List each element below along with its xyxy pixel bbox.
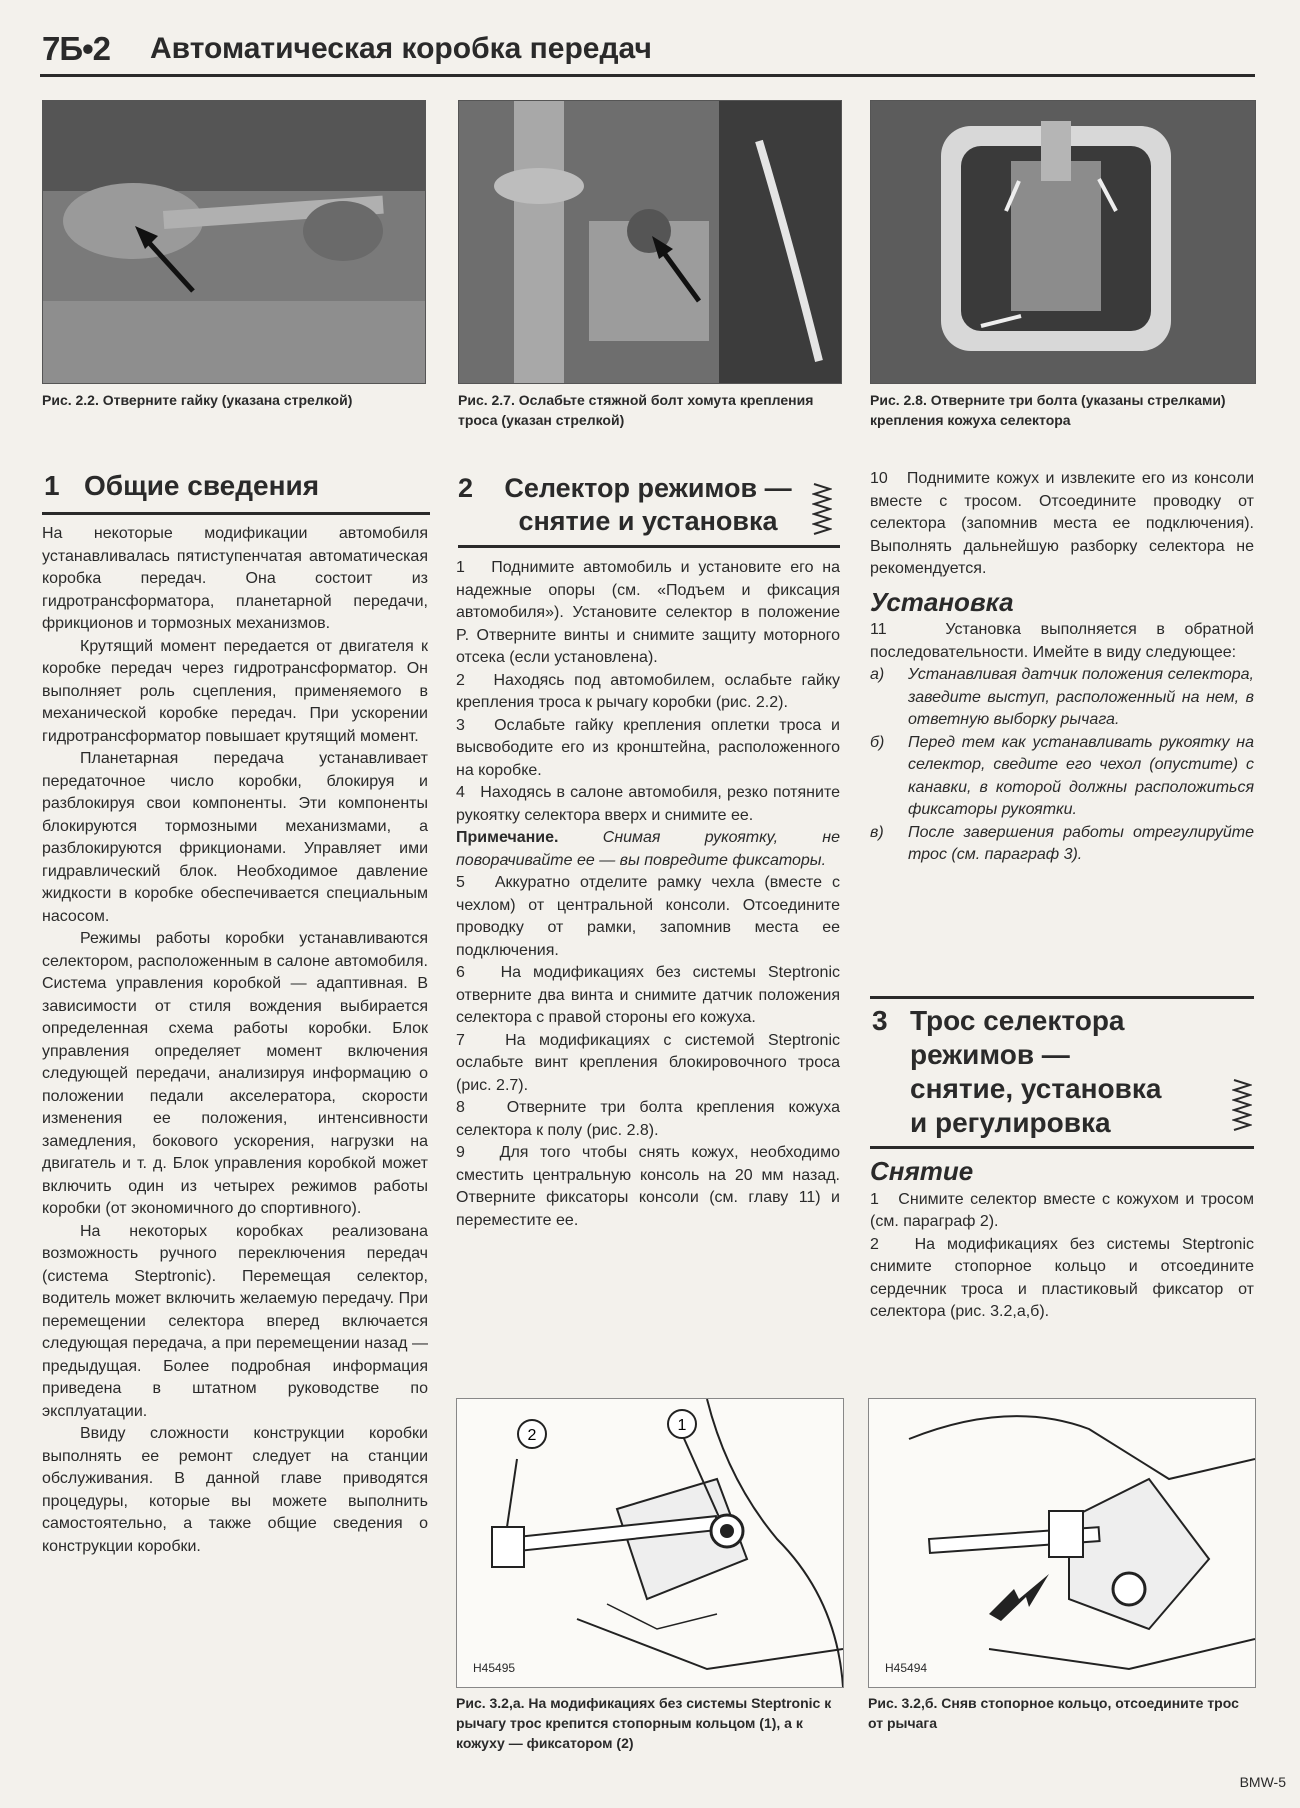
s1-paragraph: На некоторых коробках реализована возможность ручного переключения передач (система Steptronic). Перемещая селектор, водитель может включить желаемую передачу. При перемещении селектора вперед включается следующая передача, а при перемещении назад — предыдущая. Более подробная информация приведена в штатном руководстве по эксплуатации. [42, 1222, 428, 1420]
step-text: Для того чтобы снять кожух, необходимо сместить центральную консоль на 20 мм назад. Отверните фиксаторы консоли (см. главу 11) и переместите ее. [456, 1144, 840, 1229]
section-1-heading [44, 470, 432, 510]
section-2-rule [458, 545, 840, 548]
diagram-3-2b [868, 1398, 1256, 1688]
list-item: в) После завершения работы отрегулируйте трос (см. параграф 3). [870, 823, 1254, 863]
step-text: Находясь в салоне автомобиля, резко потяните рукоятку селектора вверх и снимите ее. [456, 784, 840, 824]
section-3-heading [872, 1004, 1212, 1144]
install-heading: Установка [870, 586, 1014, 617]
photo-selector-bolts [870, 100, 1256, 384]
step-text: Ослабьте гайку крепления оплетки троса и высвободите его из кронштейна, расположенного на коробке. [456, 716, 840, 779]
section-3-title-line: Трос селектора [910, 1005, 1125, 1036]
step-text: На модификациях без системы Steptronic снимите стопорное кольцо и отсоедините сердечник троса и пластиковый фиксатор от селектора (рис. 3.2,а,б). [870, 1235, 1254, 1320]
step-number: 8 [456, 1099, 465, 1116]
section-2-title-line1: Селектор режимов — [504, 473, 792, 503]
note-heading: Примечание. [456, 829, 559, 846]
diagram-code: H45495 [473, 1661, 516, 1675]
section-1-number: 1 [44, 470, 60, 501]
section-2-title-line2: снятие и установка [518, 506, 778, 536]
step-text: Установка выполняется в обратной последовательности. Имейте в виду следующее: [870, 621, 1254, 661]
photo-caption-2-2: Рис. 2.2. Отверните гайку (указана стрелкой) [42, 392, 353, 408]
section-3-title-line: и регулировка [910, 1107, 1111, 1138]
list-item: а) Устанавливая датчик положения селектора, заведите выступ, расположенный на нем, в ответную выборку рычага. [870, 666, 1254, 728]
callout-label: 2 [527, 1427, 537, 1444]
step-text: Аккуратно отделите рамку чехла (вместе с чехлом) от центральной консоли. Отсоедините проводку от рамки, запомнив места ее подключения. [456, 874, 840, 959]
section-1-title: Общие сведения [84, 470, 320, 501]
step-text: Поднимите кожух и извлеките его из консоли вместе с тросом. Отсоедините проводку от селектора (запомнив места ее подключения). Выполнять дальнейшую разборку селектора не рекомендуется. [870, 470, 1255, 577]
photo-caption-2-7: Рис. 2.7. Ослабьте стяжной болт хомута крепления троса (указан стрелкой) [458, 392, 814, 428]
s1-paragraph: Ввиду сложности конструкции коробки выполнять ее ремонт следует на станции обслуживания. В данной главе приводятся процедуры, которые вы можете выполнить самостоятельно, а также общие сведения о конструкции коробки. [42, 1425, 428, 1555]
column-2 [456, 557, 840, 1232]
step-text: На модификациях без системы Steptronic отверните два винта и снимите датчик положения селектора с правой стороны его кожуха. [456, 964, 840, 1026]
step-text: Снимите селектор вместе с кожухом и тросом (см. параграф 2). [870, 1190, 1254, 1230]
page-header [40, 26, 1255, 77]
difficulty-icon [812, 480, 832, 540]
step-number: 1 [870, 1190, 879, 1208]
step-text: На модификациях с системой Steptronic ослабьте винт крепления блокировочного троса (рис. 2.7). [456, 1031, 840, 1094]
column-1 [42, 523, 428, 1558]
step-number: 9 [456, 1144, 465, 1161]
difficulty-icon [1232, 1076, 1252, 1136]
step-text: Находясь под автомобилем, ослабьте гайку крепления троса к рычагу коробки (рис. 2.2). [456, 671, 840, 711]
photo-nut [42, 100, 426, 384]
diagram-caption-3-2b: Рис. 3.2,б. Сняв стопорное кольцо, отсоедините трос от рычага [868, 1695, 1239, 1731]
section-1-rule [42, 512, 430, 515]
column-3-bottom [870, 1150, 1254, 1324]
section-3-title-line: режимов — [910, 1039, 1070, 1070]
step-text: Поднимите автомобиль и установите его на надежные опоры (см. «Подъем и фиксация автомобиля»). Установите селектор в положение P. Отверните винты и снимите защиту моторного отсека (если установлена). [456, 559, 841, 666]
step-number: 4 [456, 784, 465, 801]
section-3-number: 3 [872, 1005, 888, 1036]
diagram-code: H45494 [885, 1661, 928, 1675]
step-number: 11 [870, 621, 887, 638]
footer-code: BMW-5 [1239, 1774, 1286, 1790]
removal-heading: Снятие [870, 1156, 974, 1186]
section-2-number: 2 [458, 473, 474, 503]
step-number: 3 [456, 716, 465, 734]
section-3-top-rule [870, 996, 1254, 999]
diagram-caption-3-2a: Рис. 3.2,а. На модификациях без системы Steptronic к рычагу трос крепится стопорным кольцом (1), а к кожуху — фиксатором (2) [456, 1695, 832, 1751]
s1-paragraph: Крутящий момент передается от двигателя к коробке передач через гидротрансформатор. Он выполняет роль сцепления, применяемого в механической коробке передач. При ускорении гидротрансформатор повышает крутящий момент. [42, 637, 428, 745]
s1-paragraph: На некоторые модификации автомобиля устанавливалась пятиступенчатая автоматическая коробка передач. Она состоит из гидротрансформатора, планетарной передачи, фрикционов и тормозных механизмов. [42, 525, 428, 632]
diagram-3-2a [456, 1398, 844, 1688]
photo-clamp-bolt [458, 100, 842, 384]
step-number: 2 [870, 1235, 879, 1253]
step-number: 1 [456, 559, 465, 576]
step-text: Отверните три болта крепления кожуха селектора к полу (рис. 2.8). [456, 1099, 840, 1139]
step-number: 5 [456, 874, 465, 891]
page-title: Автоматическая коробка передач [150, 32, 652, 65]
section-3-title-line: снятие, установка [910, 1073, 1162, 1104]
callout-label: 1 [677, 1417, 687, 1434]
section-2-heading [458, 472, 818, 542]
s1-paragraph: Планетарная передача устанавливает передаточное число коробки, блокируя и разблокируя свои компоненты. Эти компоненты блокируются тормозными механизмами, а разблокируются фрикционами. Управляет ими гидравлический блок. Необходимое давление жидкости в коробке обеспечивается специальным насосом. [42, 750, 428, 925]
section-3-rule [870, 1146, 1254, 1149]
list-item: б) Перед тем как устанавливать рукоятку на селектор, сведите его чехол (опустите) с канавки, в которой должны расположиться фиксаторы рукоятки. [870, 733, 1254, 818]
note-text: Снимая рукоятку, не поворачивайте ее — вы повредите фиксаторы. [456, 829, 840, 869]
step-number: 2 [456, 671, 465, 689]
s1-paragraph: Режимы работы коробки устанавливаются селектором, расположенным в салоне автомобиля. Система управления коробкой — адаптивная. В зависимости от стиля вождения выбирается определенная схема работы коробки. Блок управления определяет момент включения следующей передачи, анализируя информацию о положении педали акселератора, скорости изменения ее положения, интенсивности замедления, бокового ускорения, нагрузки на двигатель и т. д. Блок управления коробкой может включить один из четырех режимов работы коробки (от экономичного до спортивного). [42, 930, 428, 1217]
column-3-top [870, 468, 1254, 867]
step-number: 7 [456, 1031, 465, 1049]
step-number: 10 [870, 470, 888, 487]
page-number: 7Б•2 [42, 30, 110, 67]
step-number: 6 [456, 964, 465, 981]
photo-caption-2-8: Рис. 2.8. Отверните три болта (указаны стрелками) крепления кожуха селектора [870, 392, 1226, 428]
